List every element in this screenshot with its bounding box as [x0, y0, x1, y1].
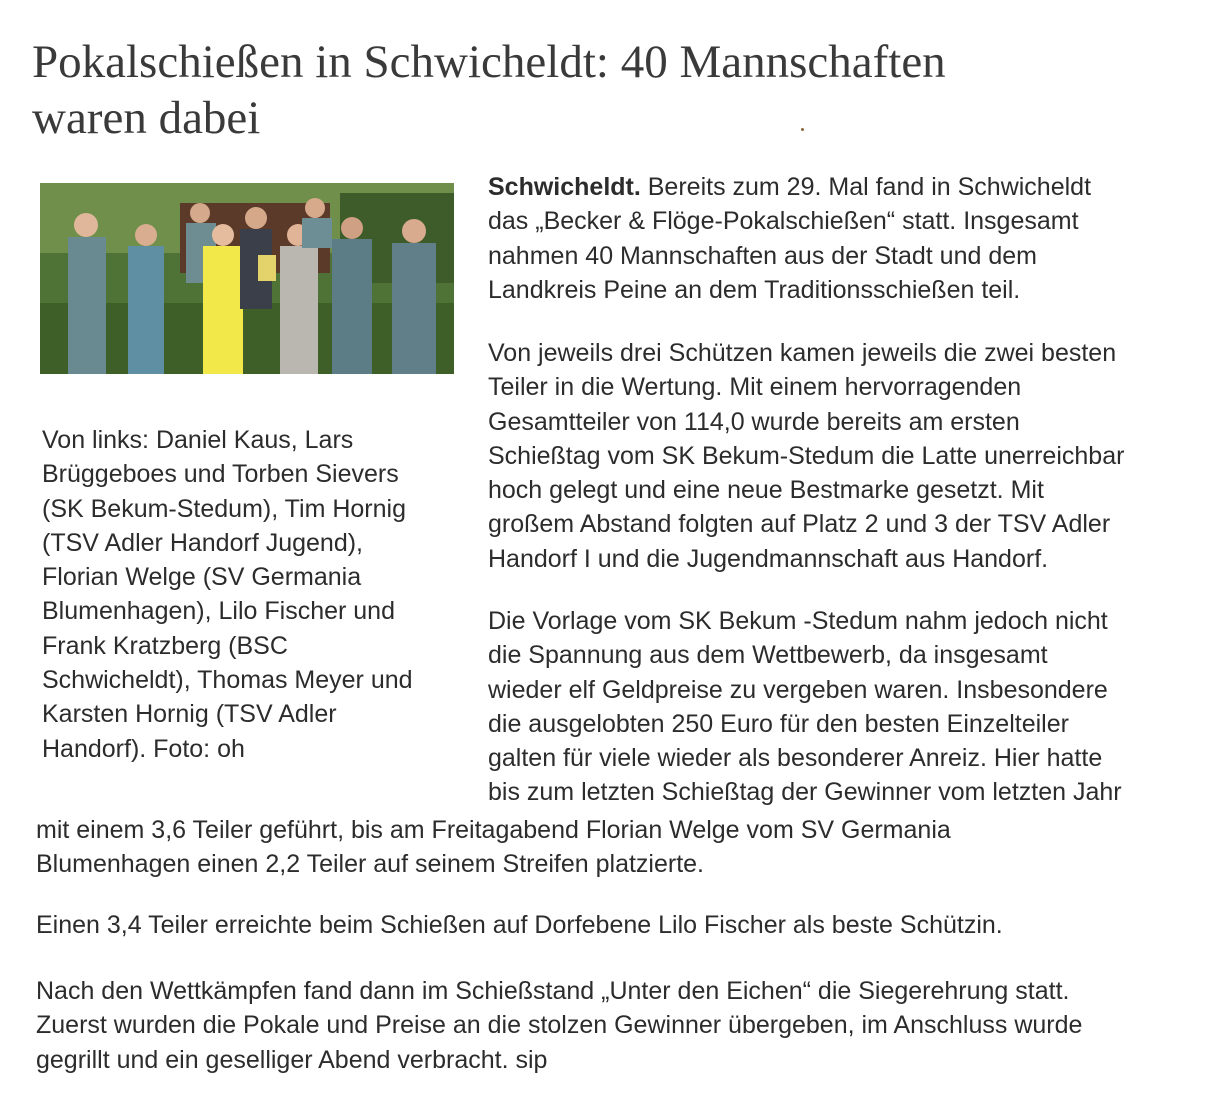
paragraph-intro — [488, 170, 1200, 307]
paragraph-line: Schießtag vom SK Bekum-Stedum die Latte unerreichbar — [488, 441, 1125, 470]
paragraph-line: gegrillt und ein geselliger Abend verbracht. sip — [36, 1045, 548, 1074]
paragraph-line: mit einem 3,6 Teiler geführt, bis am Freitagabend Florian Welge vom SV Germania — [36, 816, 951, 844]
paragraph-line: Handorf I und die Jugendmannschaft aus Handorf. — [488, 544, 1049, 573]
paragraph-prizes — [488, 604, 1200, 810]
paragraph-line: die Spannung aus dem Wettbewerb, da insgesamt — [488, 641, 1048, 670]
dateline: Schwicheldt. — [488, 173, 641, 201]
caption-line: Florian Welge (SV Germania — [42, 563, 362, 592]
paragraph-results — [488, 336, 1200, 576]
paragraph-line — [488, 170, 1200, 204]
caption-line: Frank Kratzberg (BSC — [42, 631, 288, 660]
paragraph-line: bis zum letzten Schießtag der Gewinner vom letzten Jahr — [488, 778, 1122, 807]
paragraph-line: hoch gelegt und eine neue Bestmarke gesetzt. Mit — [488, 476, 1044, 505]
paragraph-line: Blumenhagen einen 2,2 Teiler auf seinem Streifen platzierte. — [36, 850, 705, 879]
paragraph-line: die ausgelobten 250 Euro für den besten Einzelteiler — [488, 709, 1069, 738]
title-line: waren dabei — [32, 92, 261, 144]
caption-line: (TSV Adler Handorf Jugend), — [42, 528, 363, 557]
caption-line: Karsten Hornig (TSV Adler — [42, 700, 337, 729]
caption-line: Blumenhagen), Lilo Fischer und — [42, 597, 395, 626]
paragraph-prizes-continued — [36, 813, 1196, 882]
paragraph-line: Landkreis Peine an dem Traditionsschießen teil. — [488, 275, 1021, 304]
paragraph-line: Gesamtteiler von 114,0 wurde bereits am ersten — [488, 407, 1020, 436]
paragraph-line: Nach den Wettkämpfen fand dann im Schießstand „Unter den Eichen“ die Siegerehrung statt. — [36, 977, 1070, 1005]
caption-line: Brüggeboes und Torben Sievers — [42, 460, 399, 489]
paragraph-text: Bereits zum 29. Mal fand in Schwicheldt — [640, 173, 1092, 201]
paragraph-line: galten für viele wieder als besonderer Anreiz. Hier hatte — [488, 744, 1103, 773]
group-photo — [40, 183, 454, 374]
paragraph-line: wieder elf Geldpreise zu vergeben waren. Insbesondere — [488, 675, 1108, 704]
paragraph-line: Von jeweils drei Schützen kamen jeweils die zwei besten — [488, 339, 1117, 367]
caption-line: Schwicheldt), Thomas Meyer und — [42, 666, 413, 695]
paragraph-line: Die Vorlage vom SK Bekum -Stedum nahm jedoch nicht — [488, 607, 1108, 635]
paragraph-ceremony — [36, 974, 1196, 1077]
caption-line: Handorf). Foto: oh — [42, 734, 245, 763]
article-title — [32, 34, 1182, 146]
caption-line: (SK Bekum-Stedum), Tim Hornig — [42, 494, 406, 523]
paragraph-village-level — [36, 908, 1196, 942]
paragraph-line: das „Becker & Flöge-Pokalschießen“ statt. Insgesamt — [488, 207, 1079, 236]
title-line: Pokalschießen in Schwicheldt: 40 Mannschaften — [32, 36, 946, 88]
caption-line: Von links: Daniel Kaus, Lars — [42, 426, 354, 454]
paragraph-line: nahmen 40 Mannschaften aus der Stadt und dem — [488, 241, 1037, 270]
paragraph-line: Zuerst wurden die Pokale und Preise an die stolzen Gewinner übergeben, im Anschluss wurde — [36, 1011, 1083, 1040]
paragraph-line: Einen 3,4 Teiler erreichte beim Schießen auf Dorfebene Lilo Fischer als beste Schützin. — [36, 911, 1003, 939]
group-photo-illustration — [40, 183, 454, 374]
paragraph-line: großem Abstand folgten auf Platz 2 und 3 der TSV Adler — [488, 510, 1111, 539]
scan-speck — [801, 128, 804, 131]
paragraph-line: Teiler in die Wertung. Mit einem hervorragenden — [488, 373, 1022, 402]
photo-caption — [42, 423, 462, 766]
